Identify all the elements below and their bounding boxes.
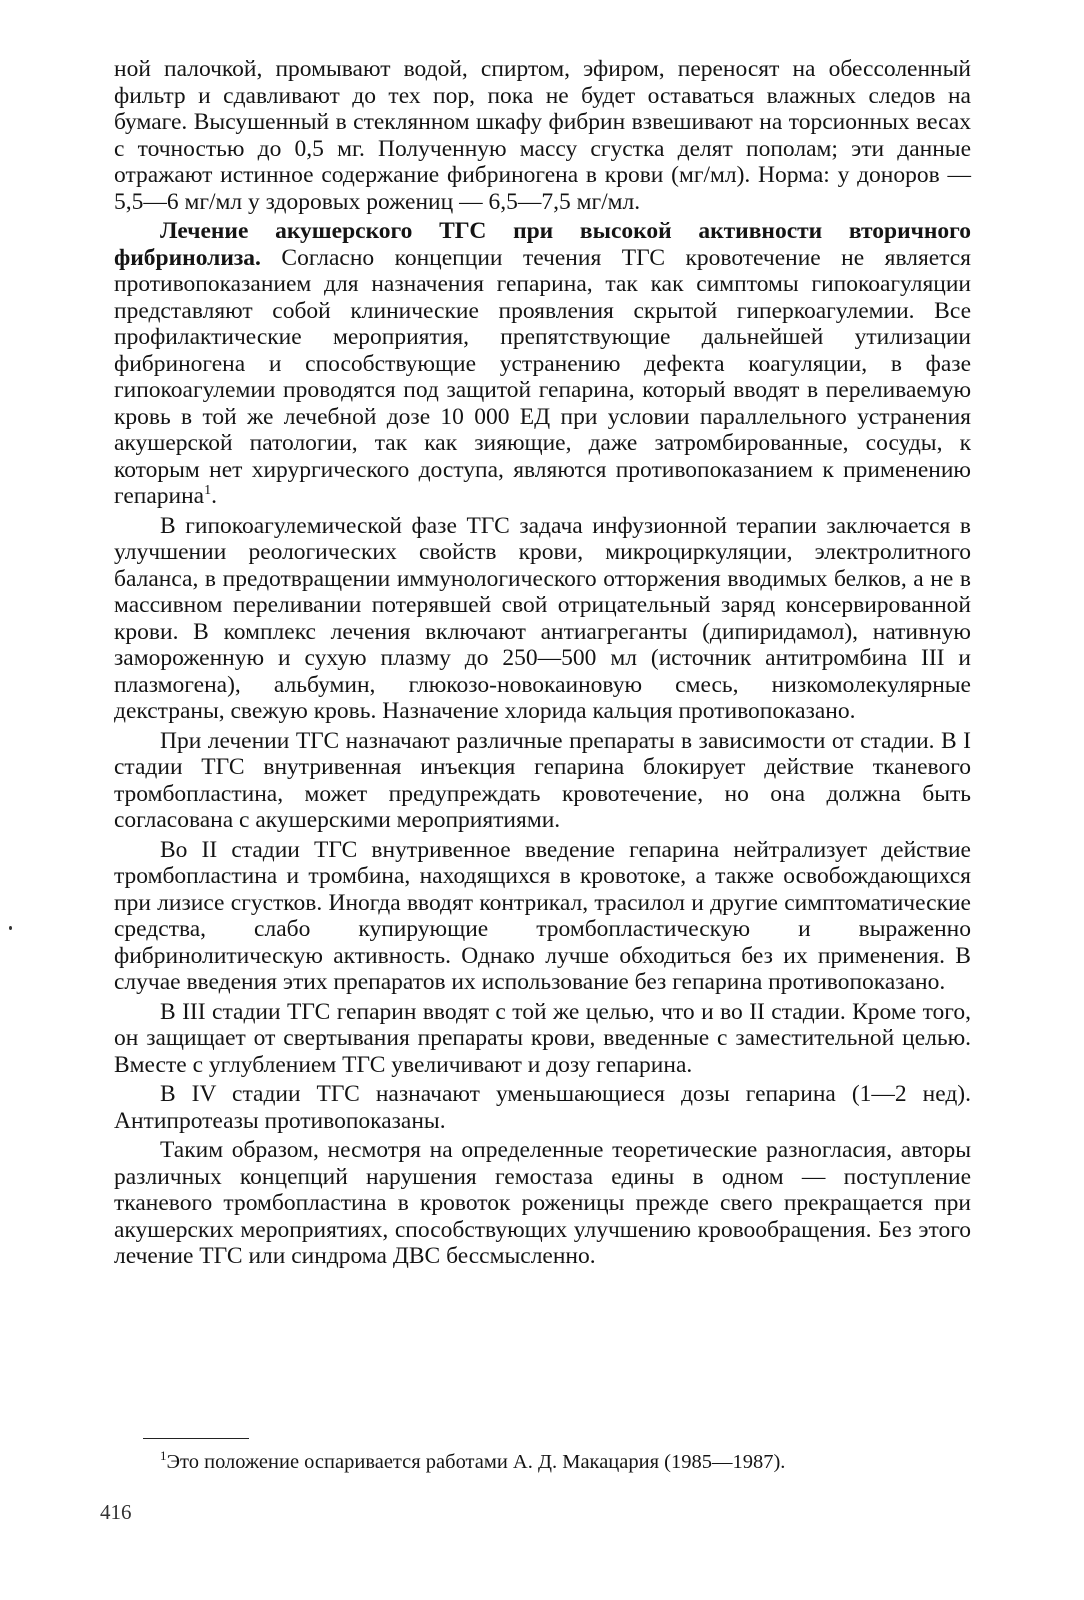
paragraph-1-text: ной палочкой, промывают водой, спиртом, эфиром, переносят на обессоленный фильтр и сдавливают до тех пор, пока не будет оставаться влажных следов на бумаге. Высушенный в стеклянном шкафу фибрин взвешивают на торсионных весах с точностью до 0,5 мг. Полученную массу сгустка делят пополам; эти данные отражают истинное содержание фибриногена в крови (мг/мл). Норма: у доноров — 5,5—6 мг/мл у здоровых рожениц — 6,5—7,5 мг/мл.	[114, 56, 971, 215]
footnote-text: Это положение оспаривается работами А. Д. Макацария (1985—1987).	[166, 1451, 786, 1473]
paragraph-6-text: В III стадии ТГС гепарин вводят с той же целью, что и во II стадии. Кроме того, он защищает от свертывания препараты крови, введенные с заместительной целью. Вместе с углублением ТГС увеличивают и дозу гепарина.	[114, 998, 971, 1078]
paragraph-6	[114, 999, 971, 1079]
paragraph-5-text: Во II стадии ТГС внутривенное введение гепарина нейтрализует действие тромбопластина и тромбина, находящихся в кровотоке, а также освобождающихся при лизисе сгустков. Иногда вводят контрикал, трасилол и другие симптоматические средства, слабо купирующие тромбопластическую и выраженно фибринолитическую активность. Однако лучше обходиться без их применения. В случае введения этих препаратов их использование без гепарина противопоказано.	[114, 836, 971, 995]
paragraph-1	[114, 56, 971, 215]
paragraph-7	[114, 1081, 971, 1134]
paragraph-5	[114, 837, 971, 996]
paragraph-2-text: Согласно концепции течения ТГС кровотечение не является противопоказанием для назначения гепарина, так как симптомы гипокоагуляции представляют собой клинические проявления скрытой гиперкоагулемии. Все профилактические мероприятия, препятствующие дальнейшей утилизации фибриногена и способствующие устранению дефекта коагуляции, в фазе гипокоагулемии проводятся под защитой гепарина, который вводят в переливаемую кровь в той же лечебной дозе 10 000 ЕД при условии параллельного устранения акушерской патологии, так как зияющие, даже затромбированные, сосуды, к которым нет хирургического доступа, являются противопоказанием к применению гепарина	[114, 244, 971, 509]
paragraph-8	[114, 1137, 971, 1270]
paragraph-3	[114, 513, 971, 725]
paragraph-3-text: В гипокоагулемической фазе ТГС задача инфузионной терапии заключается в улучшении реологических свойств крови, микроциркуляции, электролитного баланса, в предотвращении иммунологического отторжения вводимых белков, а не в массивном переливании потерявшей свой отрицательный заряд консервированной крови. В комплекс лечения включают антиагреганты (дипиридамол), нативную замороженную и сухую плазму до 250—500 мл (источник антитромбина III и плазмогена), альбумин, глюкозо-новокаиновую смесь, низкомолекулярные декстраны, свежую кровь. Назначение хлорида кальция противопоказано.	[114, 512, 971, 724]
footnote-divider	[143, 1438, 249, 1439]
scan-speck	[9, 926, 12, 930]
paragraph-2	[114, 218, 971, 510]
page-body	[114, 56, 971, 1270]
paragraph-4	[114, 728, 971, 834]
footnote-marker: 1	[160, 1448, 167, 1464]
section-heading: Лечение акушерского ТГС при высокой активности вторичного фибринолиза.	[114, 218, 971, 271]
paragraph-2-tail: .	[211, 483, 217, 509]
footnote	[160, 1450, 972, 1474]
paragraph-4-text: При лечении ТГС назначают различные препараты в зависимости от стадии. В I стадии ТГС внутривенная инъекция гепарина блокирует действие тканевого тромбопластина, может предупреждать кровотечение, но она должна быть согласована с акушерскими мероприятиями.	[114, 727, 971, 833]
paragraph-8-text: Таким образом, несмотря на определенные теоретические разногласия, авторы различных концепций нарушения гемостаза едины в одном — поступление тканевого тромбопластина в кровоток роженицы прежде свего прекращается при акушерских мероприятиях, способствующих улучшению кровообращения. Без этого лечение ТГС или синдрома ДВС бессмысленно.	[114, 1137, 971, 1269]
page-number: 416	[100, 1500, 132, 1524]
paragraph-7-text: В IV стадии ТГС назначают уменьшающиеся дозы гепарина (1—2 нед). Антипротеазы противопоказаны.	[114, 1081, 971, 1134]
footnote-ref: 1	[204, 483, 212, 499]
